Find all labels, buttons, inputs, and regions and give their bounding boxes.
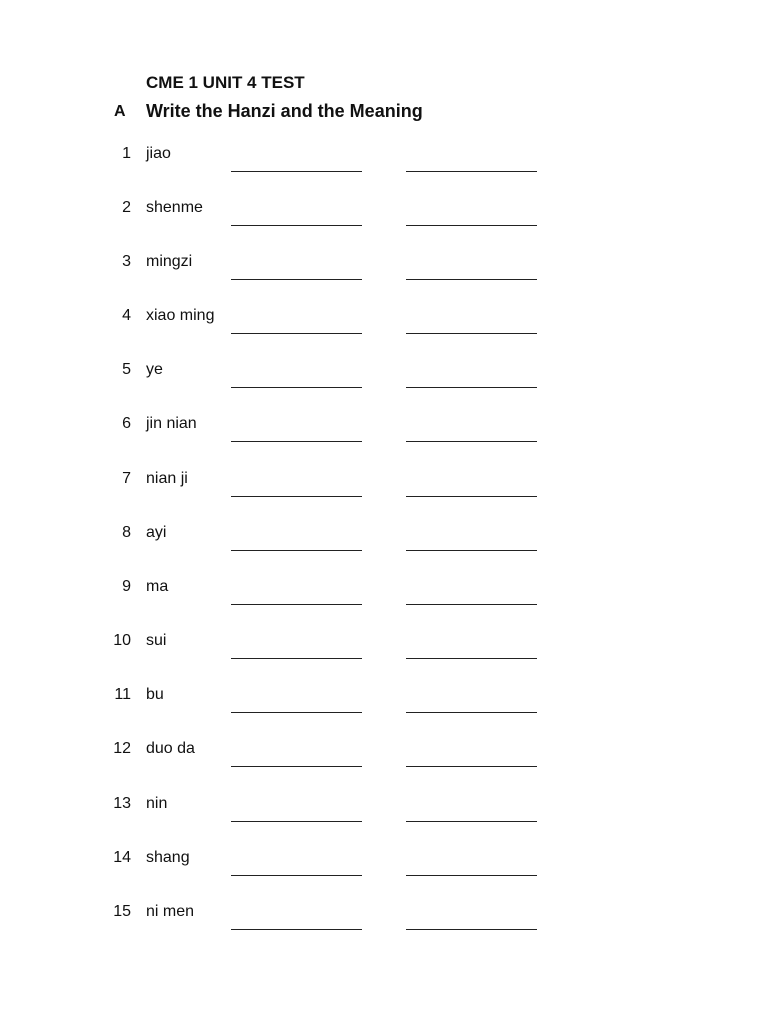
hanzi-answer-line[interactable] [231,712,362,713]
question-item [0,199,768,253]
question-number: 13 [113,795,131,812]
question-item [0,253,768,307]
question-item [0,795,768,849]
meaning-answer-line[interactable] [406,279,537,280]
question-pinyin: shenme [146,199,203,216]
question-pinyin: shang [146,849,190,866]
hanzi-answer-line[interactable] [231,171,362,172]
meaning-answer-line[interactable] [406,875,537,876]
question-number: 10 [113,632,131,649]
section-letter: A [114,103,126,120]
question-number: 6 [122,415,131,432]
question-item [0,145,768,199]
question-number: 14 [113,849,131,866]
question-pinyin: sui [146,632,167,649]
meaning-answer-line[interactable] [406,441,537,442]
meaning-answer-line[interactable] [406,712,537,713]
question-pinyin: xiao ming [146,307,215,324]
question-item [0,686,768,740]
question-pinyin: ayi [146,524,167,541]
hanzi-answer-line[interactable] [231,225,362,226]
meaning-answer-line[interactable] [406,550,537,551]
question-pinyin: jin nian [146,415,197,432]
question-number: 12 [113,740,131,757]
question-pinyin: duo da [146,740,195,757]
page-title: CME 1 UNIT 4 TEST [146,73,305,92]
question-item [0,740,768,794]
question-pinyin: ye [146,361,163,378]
meaning-answer-line[interactable] [406,658,537,659]
hanzi-answer-line[interactable] [231,496,362,497]
question-pinyin: bu [146,686,164,703]
question-number: 2 [122,199,131,216]
question-item [0,632,768,686]
meaning-answer-line[interactable] [406,333,537,334]
question-pinyin: mingzi [146,253,193,270]
question-item [0,361,768,415]
question-number: 4 [122,307,131,324]
question-pinyin: ni men [146,903,195,920]
hanzi-answer-line[interactable] [231,333,362,334]
question-pinyin: ma [146,578,169,595]
question-number: 5 [122,361,131,378]
question-item [0,470,768,524]
hanzi-answer-line[interactable] [231,550,362,551]
hanzi-answer-line[interactable] [231,766,362,767]
meaning-answer-line[interactable] [406,821,537,822]
question-item [0,578,768,632]
hanzi-answer-line[interactable] [231,441,362,442]
meaning-answer-line[interactable] [406,766,537,767]
question-number: 9 [122,578,131,595]
question-number: 11 [114,686,131,703]
hanzi-answer-line[interactable] [231,821,362,822]
question-number: 15 [113,903,131,920]
meaning-answer-line[interactable] [406,171,537,172]
question-pinyin: nian ji [146,470,188,487]
meaning-answer-line[interactable] [406,929,537,930]
question-item [0,524,768,578]
question-pinyin: nin [146,795,168,812]
hanzi-answer-line[interactable] [231,875,362,876]
hanzi-answer-line[interactable] [231,279,362,280]
section-title: Write the Hanzi and the Meaning [146,101,423,121]
meaning-answer-line[interactable] [406,604,537,605]
question-item [0,307,768,361]
hanzi-answer-line[interactable] [231,604,362,605]
meaning-answer-line[interactable] [406,496,537,497]
hanzi-answer-line[interactable] [231,658,362,659]
question-number: 3 [122,253,131,270]
hanzi-answer-line[interactable] [231,929,362,930]
question-pinyin: jiao [146,145,171,162]
question-item [0,849,768,903]
question-item [0,415,768,469]
question-number: 8 [122,524,131,541]
meaning-answer-line[interactable] [406,387,537,388]
question-number: 1 [122,145,131,162]
question-item [0,903,768,957]
hanzi-answer-line[interactable] [231,387,362,388]
question-number: 7 [122,470,131,487]
meaning-answer-line[interactable] [406,225,537,226]
